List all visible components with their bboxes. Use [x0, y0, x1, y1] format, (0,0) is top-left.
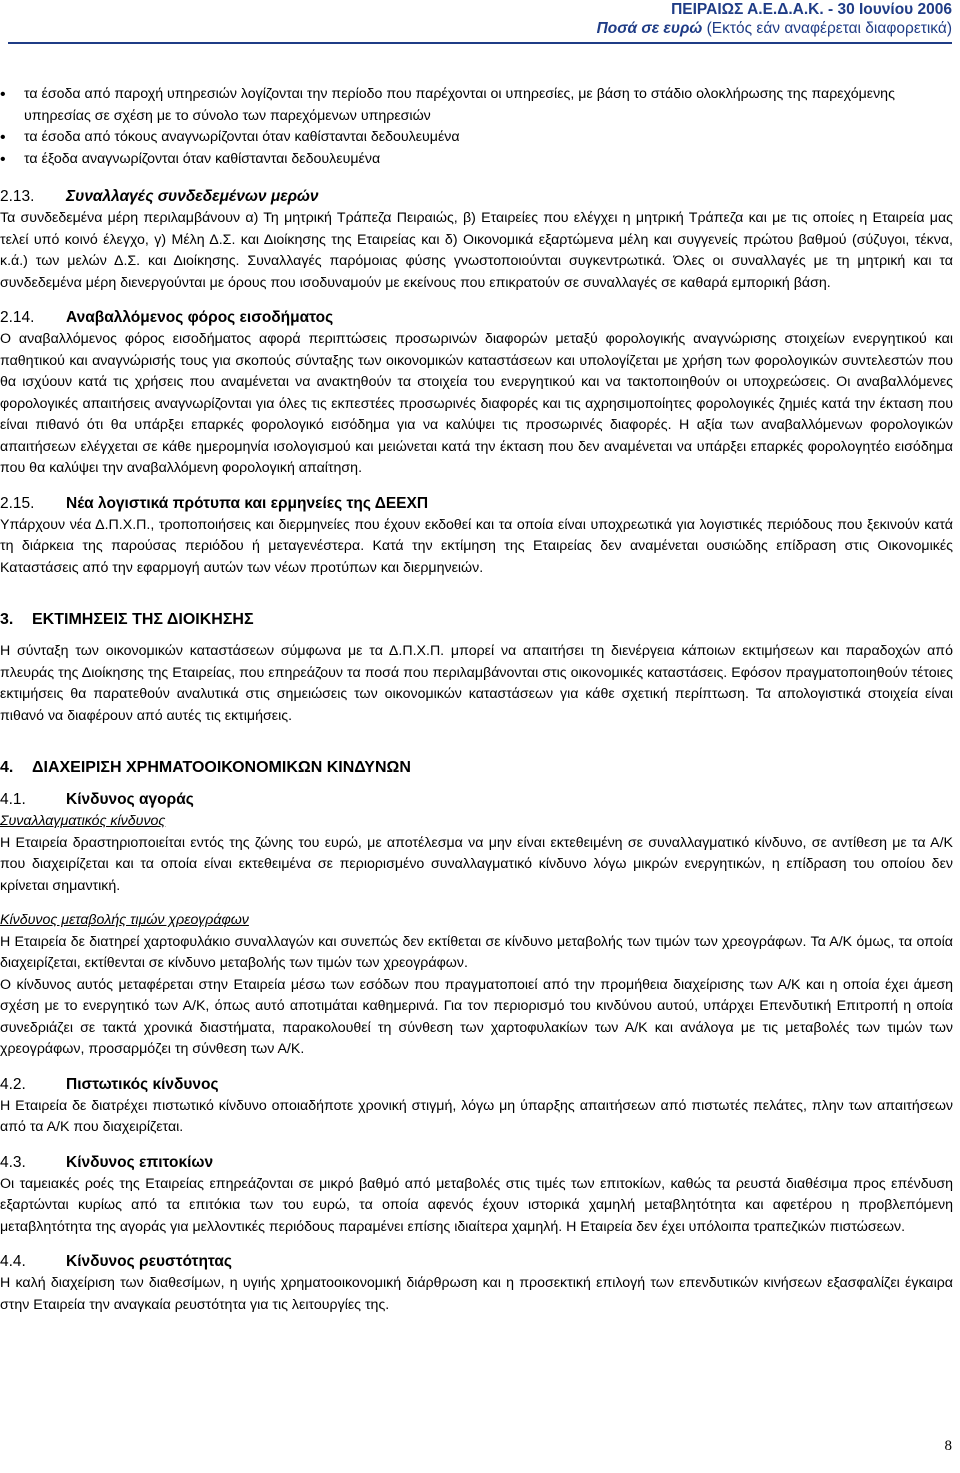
revenue-recognition-list — [0, 84, 953, 170]
section-heading-2-13 — [0, 186, 953, 208]
header-subtitle-note: (Εκτός εάν αναφέρεται διαφορετικά) — [702, 20, 952, 37]
section-number: 2.13. — [0, 188, 35, 205]
section-body: Η σύνταξη των οικονομικών καταστάσεων σύμφωνα με τα Δ.Π.Χ.Π. μπορεί να απαιτήσει τη διενέργεια κάποιων εκτιμήσεων και παραδοχών από πλευράς της Διοίκησης της Εταιρείας, που επηρεάζουν τα ποσά που περιλαμβάνονται στις οικονομικές καταστάσεις. Εφόσον πραγματοποιηθούν τέτοιες εκτιμήσεις θα παρατεθούν αναλυτικά στις σημειώσεις των οικονομικών καταστάσεων για κάθε σχετική περίπτωση. Τα απολογιστικά στοιχεία είναι πιθανό να διαφέρουν από αυτές τις εκτιμήσεις. — [0, 643, 953, 724]
section-heading-4-4 — [0, 1251, 953, 1273]
header-title: ΠΕΙΡΑΙΩΣ Α.Ε.Δ.Α.Κ. - 30 Ιουνίου 2006 — [671, 1, 952, 18]
section-title: Κίνδυνος ρευστότητας — [66, 1253, 232, 1270]
section-title: Κίνδυνος αγοράς — [66, 791, 194, 808]
section-body: Τα συνδεδεμένα μέρη περιλαμβάνουν α) Τη μητρική Τράπεζα Πειραιώς, β) Εταιρείες που ελέγχει η μητρική Τράπεζα και με τις οποίες η Εταιρεία μας τελεί υπό κοινό έλεγχο, γ) Μέλη Δ.Σ. και Διοίκησης της Εταιρείας και δ) Οικονομικά εξαρτώμενα μέλη και συγγενείς πρώτου βαθμού (σύζυγοι, τέκνα, κ.ά.) των μελών Δ.Σ. και Διοίκησης. Συναλλαγές παρόμοιας φύσης γνωστοποιούνται συγκεντρωτικά. Όλες οι συναλλαγές με τη μητρική και τα συνδεδεμένα μέρη διενεργούνται με όρους που ισοδυναμούν με εκείνους που επικρατούν σε συναλλαγές σε καθαρά εμπορική βάση. — [0, 210, 953, 291]
section-number: 4.3. — [0, 1153, 26, 1171]
section-heading-4-1 — [0, 789, 953, 811]
section-body: Ο κίνδυνος αυτός μεταφέρεται στην Εταιρεία μέσω των εσόδων που πραγματοποιεί από την προμήθεια διαχείρισης των Α/Κ και η οποία έχει άμεση σχέση με το ενεργητικό των Α/Κ, όπως αυτό αποτιμάται καθημερινά. Για τον περιορισμό του κινδύνου αυτού, υπάρχει Επενδυτική Επιτροπή η οποία συνεδριάζει σε τακτά χρονικά διαστήματα, παρακολουθεί τη σύνθεση των χαρτοφυλακίων των Α/Κ και ανάλογα με τις μεταβολές των τιμών των χρεογράφων, προσαρμόζει τη σύνθεση των Α/Κ. — [0, 976, 953, 1057]
section-title: Πιστωτικός κίνδυνος — [66, 1075, 219, 1093]
section-number: 2.14. — [0, 309, 35, 326]
section-number: 4. — [0, 759, 14, 776]
section-number: 4.4. — [0, 1253, 26, 1270]
page-number: 8 — [944, 1438, 952, 1454]
section-heading-4 — [0, 757, 953, 779]
section-title: Κίνδυνος επιτοκίων — [66, 1153, 214, 1171]
section-heading-2-14 — [0, 307, 953, 329]
section-body: Οι ταμειακές ροές της Εταιρείας επηρεάζονται σε μικρό βαθμό από μεταβολές στις τιμές των επιτοκίων, καθώς τα ρευστά διαθέσιμα προς επένδυση εξαρτώνται κυρίως από τα επιτόκια των του ευρώ, τα οποία αφενός έχουν ιστορικά χαμηλή μεταβλητότητα και αφετέρου η προβλεπόμενη μεταβλητότητα της αγοράς για μελλοντικές περιόδους παραμένει επίσης ιδιαίτερα χαμηλή. Η Εταιρεία δεν έχει υπόλοιπα τραπεζικών πιστώσεων. — [0, 1175, 953, 1235]
section-heading-3 — [0, 609, 953, 631]
section-title: Αναβαλλόμενος φόρος εισοδήματος — [66, 309, 334, 326]
subsection-title: Συναλλαγματικός κίνδυνος — [0, 813, 166, 829]
section-body: Υπάρχουν νέα Δ.Π.Χ.Π., τροποποιήσεις και διερμηνείες που έχουν εκδοθεί και τα οποία είναι υποχρεωτικά για λογιστικές περιόδους που ξεκινούν κατά τη διάρκεια της παρούσας περιόδου ή μεταγενέστερα. Κατά την εκτίμηση της Εταιρείας δεν αναμένεται ουσιώδης επίδραση στις Οικονομικές Καταστάσεις από την εφαρμογή αυτών των νέων προτύπων και διερμηνειών. — [0, 516, 953, 576]
list-item: • τα έσοδα από παροχή υπηρεσιών λογίζονται την περίοδο που παρέχονται οι υπηρεσίες, με βάση το στάδιο ολοκλήρωσης της παρεχόμενης υπηρεσίας σε σχέση με το σύνολο των παρεχόμενων υπηρεσιών — [0, 84, 953, 127]
section-number: 3. — [0, 611, 14, 628]
header-subtitle — [597, 19, 952, 38]
section-number: 2.15. — [0, 494, 35, 512]
section-body: Η Εταιρεία δε διατηρεί χαρτοφυλάκιο συναλλαγών και συνεπώς δεν εκτίθεται σε κίνδυνο μεταβολής των τιμών των χρεογράφων. Τα Α/Κ όμως, τα οποία διαχειρίζεται, εκτίθενται σε κίνδυνο μεταβολής των τιμών των χρεογράφων. — [0, 933, 953, 971]
section-body: Η καλή διαχείριση των διαθεσίμων, η υγιής χρηματοοικονομική διάρθρωση και η προσεκτική επιλογή των επενδυτικών κινήσεων εξασφαλίζει έγκαιρα στην Εταιρεία την αναγκαία ρευστότητα για τις λειτουργίες της. — [0, 1275, 953, 1313]
section-title: ΔΙΑΧΕΙΡΙΣΗ ΧΡΗΜΑΤΟΟΙΚΟΝΟΜΙΚΩΝ ΚΙΝΔΥΝΩΝ — [32, 759, 411, 776]
header-subtitle-currency: Ποσά σε ευρώ — [596, 20, 703, 37]
section-body: Η Εταιρεία δραστηριοποιείται εντός της ζώνης του ευρώ, με αποτέλεσμα να μην είναι εκτεθειμένη σε συναλλαγματικό κίνδυνο, σε αντίθεση με τα Α/Κ που διαχειρίζεται και τα οποία είναι εκτεθειμένα σε περιορισμένο συναλλαγματικό κίνδυνο λόγω μικρών ενεργητικών, η επίδραση του οποίου δεν κρίνεται σημαντική. — [0, 834, 953, 894]
section-title: Νέα λογιστικά πρότυπα και ερμηνείες της ΔΕΕΧΠ — [66, 494, 429, 512]
section-number: 4.1. — [0, 791, 26, 808]
page-header — [597, 0, 952, 38]
section-heading-4-3 — [0, 1152, 953, 1174]
section-heading-2-15 — [0, 493, 953, 515]
list-item: • τα έσοδα από τόκους αναγνωρίζονται όταν καθίστανται δεδουλευμένα — [0, 127, 953, 149]
section-heading-4-2 — [0, 1074, 953, 1096]
spacer — [0, 897, 953, 910]
section-title: ΕΚΤΙΜΗΣΕΙΣ ΤΗΣ ΔΙΟΙΚΗΣΗΣ — [32, 611, 254, 628]
section-title: Συναλλαγές συνδεδεμένων μερών — [66, 188, 319, 205]
subsection-title: Κίνδυνος μεταβολής τιμών χρεογράφων — [0, 912, 249, 928]
section-body: Η Εταιρεία δε διατρέχει πιστωτικό κίνδυνο οποιαδήποτε χρονική στιγμή, λόγω μη ύπαρξης απαιτήσεων από πιστωτές πελάτες, πλην των απαιτήσεων από τα Α/Κ που διαχειρίζεται. — [0, 1097, 953, 1135]
section-body: Ο αναβαλλόμενος φόρος εισοδήματος αφορά περιπτώσεις προσωρινών διαφορών μεταξύ φορολογικής αναγνώρισης στοιχείων ενεργητικού και παθητικού και αναγνώρισής τους για σκοπούς σύνταξης των οικονομικών καταστάσεων και υπολογίζεται με χρήση των φορολογικών συντελεστών που θα ισχύουν κατά τις χρήσεις που αναμένεται να ανακτηθούν τα στοιχεία του ενεργητικού και να τακτοποιηθούν οι υποχρεώσεις. Οι αναβαλλόμενες φορολογικές απαιτήσεις αναγνωρίζονται για όλες τις εκπεστέες προσωρινές διαφορές και τις αχρησιμοποίητες φορολογικές ζημιές κατά την έκταση που είναι πιθανό ότι θα υπάρξει επαρκές φορολογικό εισόδημα για να καλύψει τις προσωρινές διαφορές. Η αξία των αναβαλλόμενων φορολογικών απαιτήσεων ελέγχεται σε κάθε ημερομηνία ισολογισμού και μειώνεται κατά την έκταση που δεν αναμένεται να υπάρξει επαρκές φορολογητέο εισόδημα που θα καλύψει την αναβαλλόμενη φορολογική απαίτηση. — [0, 331, 953, 476]
header-rule — [8, 42, 952, 44]
list-item: • τα έξοδα αναγνωρίζονται όταν καθίστανται δεδουλευμένα — [0, 149, 953, 171]
section-number: 4.2. — [0, 1075, 26, 1093]
document-body — [0, 84, 953, 1316]
